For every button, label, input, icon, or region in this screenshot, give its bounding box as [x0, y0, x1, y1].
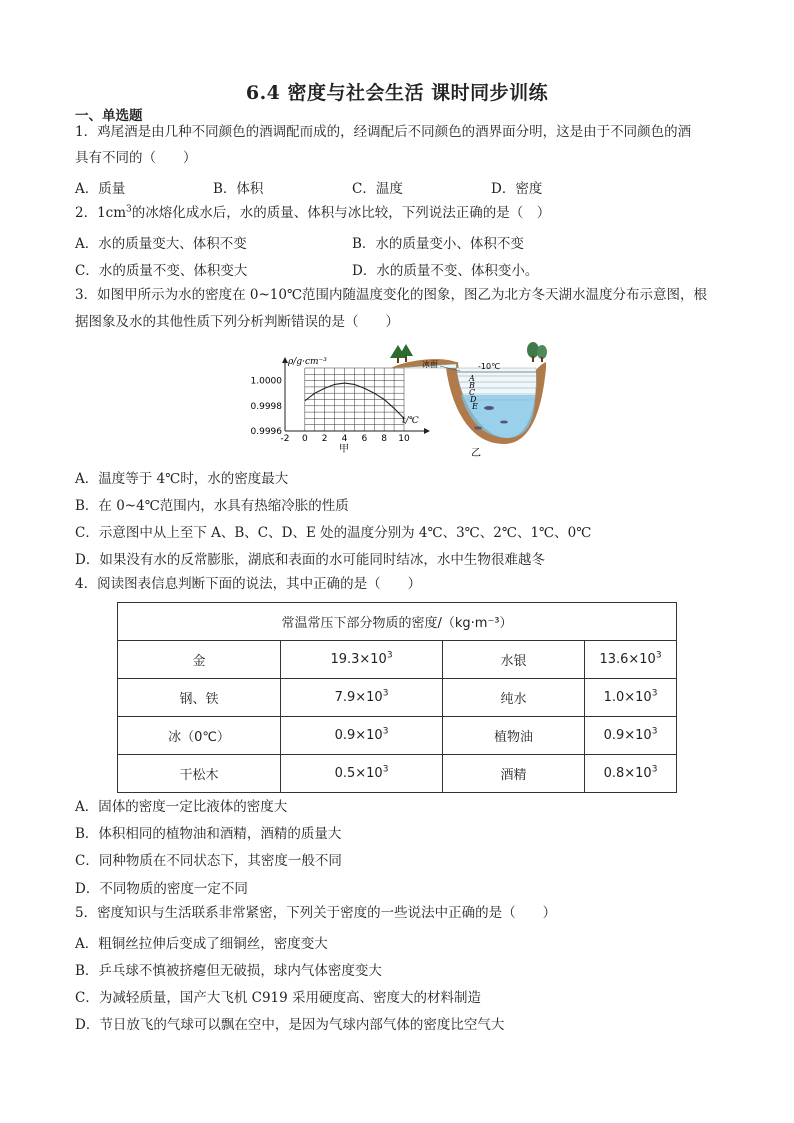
table-row [118, 755, 677, 793]
graph-xlabel: t/℃ [402, 416, 419, 426]
table-row [118, 641, 677, 679]
fish-icon [474, 427, 482, 430]
label-yi: 乙 [471, 448, 481, 458]
table-cell: 植物油 [443, 717, 585, 755]
y-tick-label: 0.9998 [250, 401, 282, 412]
graph-grid [305, 368, 404, 431]
table-cell: $1.0\times 10^3$ [585, 679, 677, 717]
graph-ylabel: ρ/g·cm⁻³ [288, 357, 327, 367]
density-graph [251, 357, 431, 455]
x-axis-arrow [424, 428, 430, 434]
y-tick-labels [251, 377, 283, 437]
q3-option-c: C．示意图中从上至下 A、B、C、D、E 处的温度分别为 4℃、3℃、2℃、1℃、0℃ [75, 525, 592, 541]
q2-stem: 2．$1cm^3$的冰熔化成水后，水的质量、体积与冰比较，下列说法正确的是（ ） [75, 204, 551, 221]
y-tick-label: 1.0000 [250, 376, 282, 387]
x-tick-label: 2 [321, 434, 328, 444]
y-tick-label: 0.9996 [250, 427, 282, 437]
table-cell: $19.3\times 10^3$ [281, 641, 443, 679]
q4-option-d: D．不同物质的密度一定不同 [75, 881, 248, 897]
q4-option-a: A．固体的密度一定比液体的密度大 [75, 799, 288, 815]
fish-icon [500, 421, 508, 424]
lake-diagram [390, 342, 547, 458]
table-cell: $0.9\times 10^3$ [281, 717, 443, 755]
q5-stem: 5．密度知识与生活联系非常紧密，下列关于密度的一些说法中正确的是（ ） [75, 905, 557, 921]
layer-label-d: D [470, 395, 477, 404]
table-cell: 冰（0℃） [118, 717, 281, 755]
q3-option-d: D．如果没有水的反常膨胀，湖底和表面的水可能同时结冰，水中生物很难越冬 [75, 552, 545, 568]
table-cell: 金 [118, 641, 281, 679]
table-title: 常温常压下部分物质的密度/（kg·m⁻³） [118, 603, 677, 641]
q2-option-a: A．水的质量变大、体积不变 [75, 236, 247, 252]
page-title: 6.4 密度与社会生活 课时同步训练 [245, 82, 549, 104]
q1-option-d: D．密度 [491, 181, 543, 197]
tree-right-icon [527, 342, 547, 362]
layer-label-c: C [469, 388, 476, 397]
temperature-label: -10℃ [478, 362, 501, 371]
density-figure [246, 340, 556, 458]
table-cell: $7.9\times 10^3$ [281, 679, 443, 717]
x-tick-label: 4 [341, 434, 348, 444]
table-row [118, 717, 677, 755]
table-cell: 酒精 [443, 755, 585, 793]
q3-option-b: B．在 0~4℃范围内，水具有热缩冷胀的性质 [75, 498, 349, 514]
table-cell: 水银 [443, 641, 585, 679]
x-tick-label: 0 [301, 434, 308, 444]
q3-option-a: A．温度等于 4℃时，水的密度最大 [75, 471, 289, 487]
q3-stem-line2: 据图象及水的其他性质下列分析判断错误的是（ ） [75, 314, 399, 330]
q1-option-a: A．质量 [75, 181, 126, 197]
tree-left-icon [390, 344, 413, 363]
q4-option-c: C．同种物质在不同状态下，其密度一般不同 [75, 853, 342, 869]
table-cell: $0.9\times 10^3$ [585, 717, 677, 755]
table-cell: 纯水 [443, 679, 585, 717]
q5-option-d: D．节日放飞的气球可以飘在空中，是因为气球内部气体的密度比空气大 [75, 1017, 505, 1033]
x-tick-label: 10 [398, 434, 410, 444]
layer-label-a: A [469, 374, 475, 383]
q5-option-c: C．为减轻质量，国产大飞机 C919 采用硬度高、密度大的材料制造 [75, 990, 482, 1006]
layer-label-b: B [469, 381, 475, 390]
q1-option-c: C．温度 [352, 181, 403, 197]
table-row [118, 679, 677, 717]
q2-option-c: C．水的质量不变、体积变大 [75, 263, 248, 279]
label-jia: 甲 [339, 444, 349, 455]
q5-option-b: B．乒乓球不慎被挤瘪但无破损，球内气体密度变大 [75, 963, 382, 979]
x-tick-label: -2 [280, 434, 290, 444]
table-cell: $0.5\times 10^3$ [281, 755, 443, 793]
density-table [117, 602, 677, 793]
q5-option-a: A．粗铜丝拉伸后变成了细铜丝，密度变大 [75, 936, 328, 952]
q2-option-b: B．水的质量变小、体积不变 [352, 236, 524, 252]
x-tick-label: 6 [361, 434, 368, 444]
table-cell: $13.6\times 10^3$ [585, 641, 677, 679]
q3-stem-line1: 3．如图甲所示为水的密度在 0~10℃范围内随温度变化的图象，图乙为北方冬天湖水温度分布示意图，根 [75, 287, 708, 303]
section-heading: 一、单选题 [75, 108, 143, 124]
table-cell: 钢、铁 [118, 679, 281, 717]
q4-option-b: B．体积相同的植物油和酒精，酒精的质量大 [75, 826, 342, 842]
table-cell: 干松木 [118, 755, 281, 793]
x-tick-labels [281, 434, 410, 444]
fish-icon [484, 406, 494, 410]
q1-stem-line1: 1．鸡尾酒是由几种不同颜色的酒调配而成的，经调配后不同颜色的酒界面分明，这是由于不同颜色的酒 [75, 124, 692, 140]
ice-label: 冰面 [422, 360, 438, 369]
q4-stem: 4．阅读图表信息判断下面的说法，其中正确的是（ ） [75, 576, 422, 592]
q1-option-b: B．体积 [213, 181, 264, 197]
q1-stem-line2: 具有不同的（ ） [75, 150, 197, 166]
x-tick-label: 8 [381, 434, 388, 444]
table-cell: $0.8\times 10^3$ [585, 755, 677, 793]
layer-label-e: E [472, 402, 478, 411]
q2-option-d: D．水的质量不变、体积变小。 [352, 263, 539, 279]
